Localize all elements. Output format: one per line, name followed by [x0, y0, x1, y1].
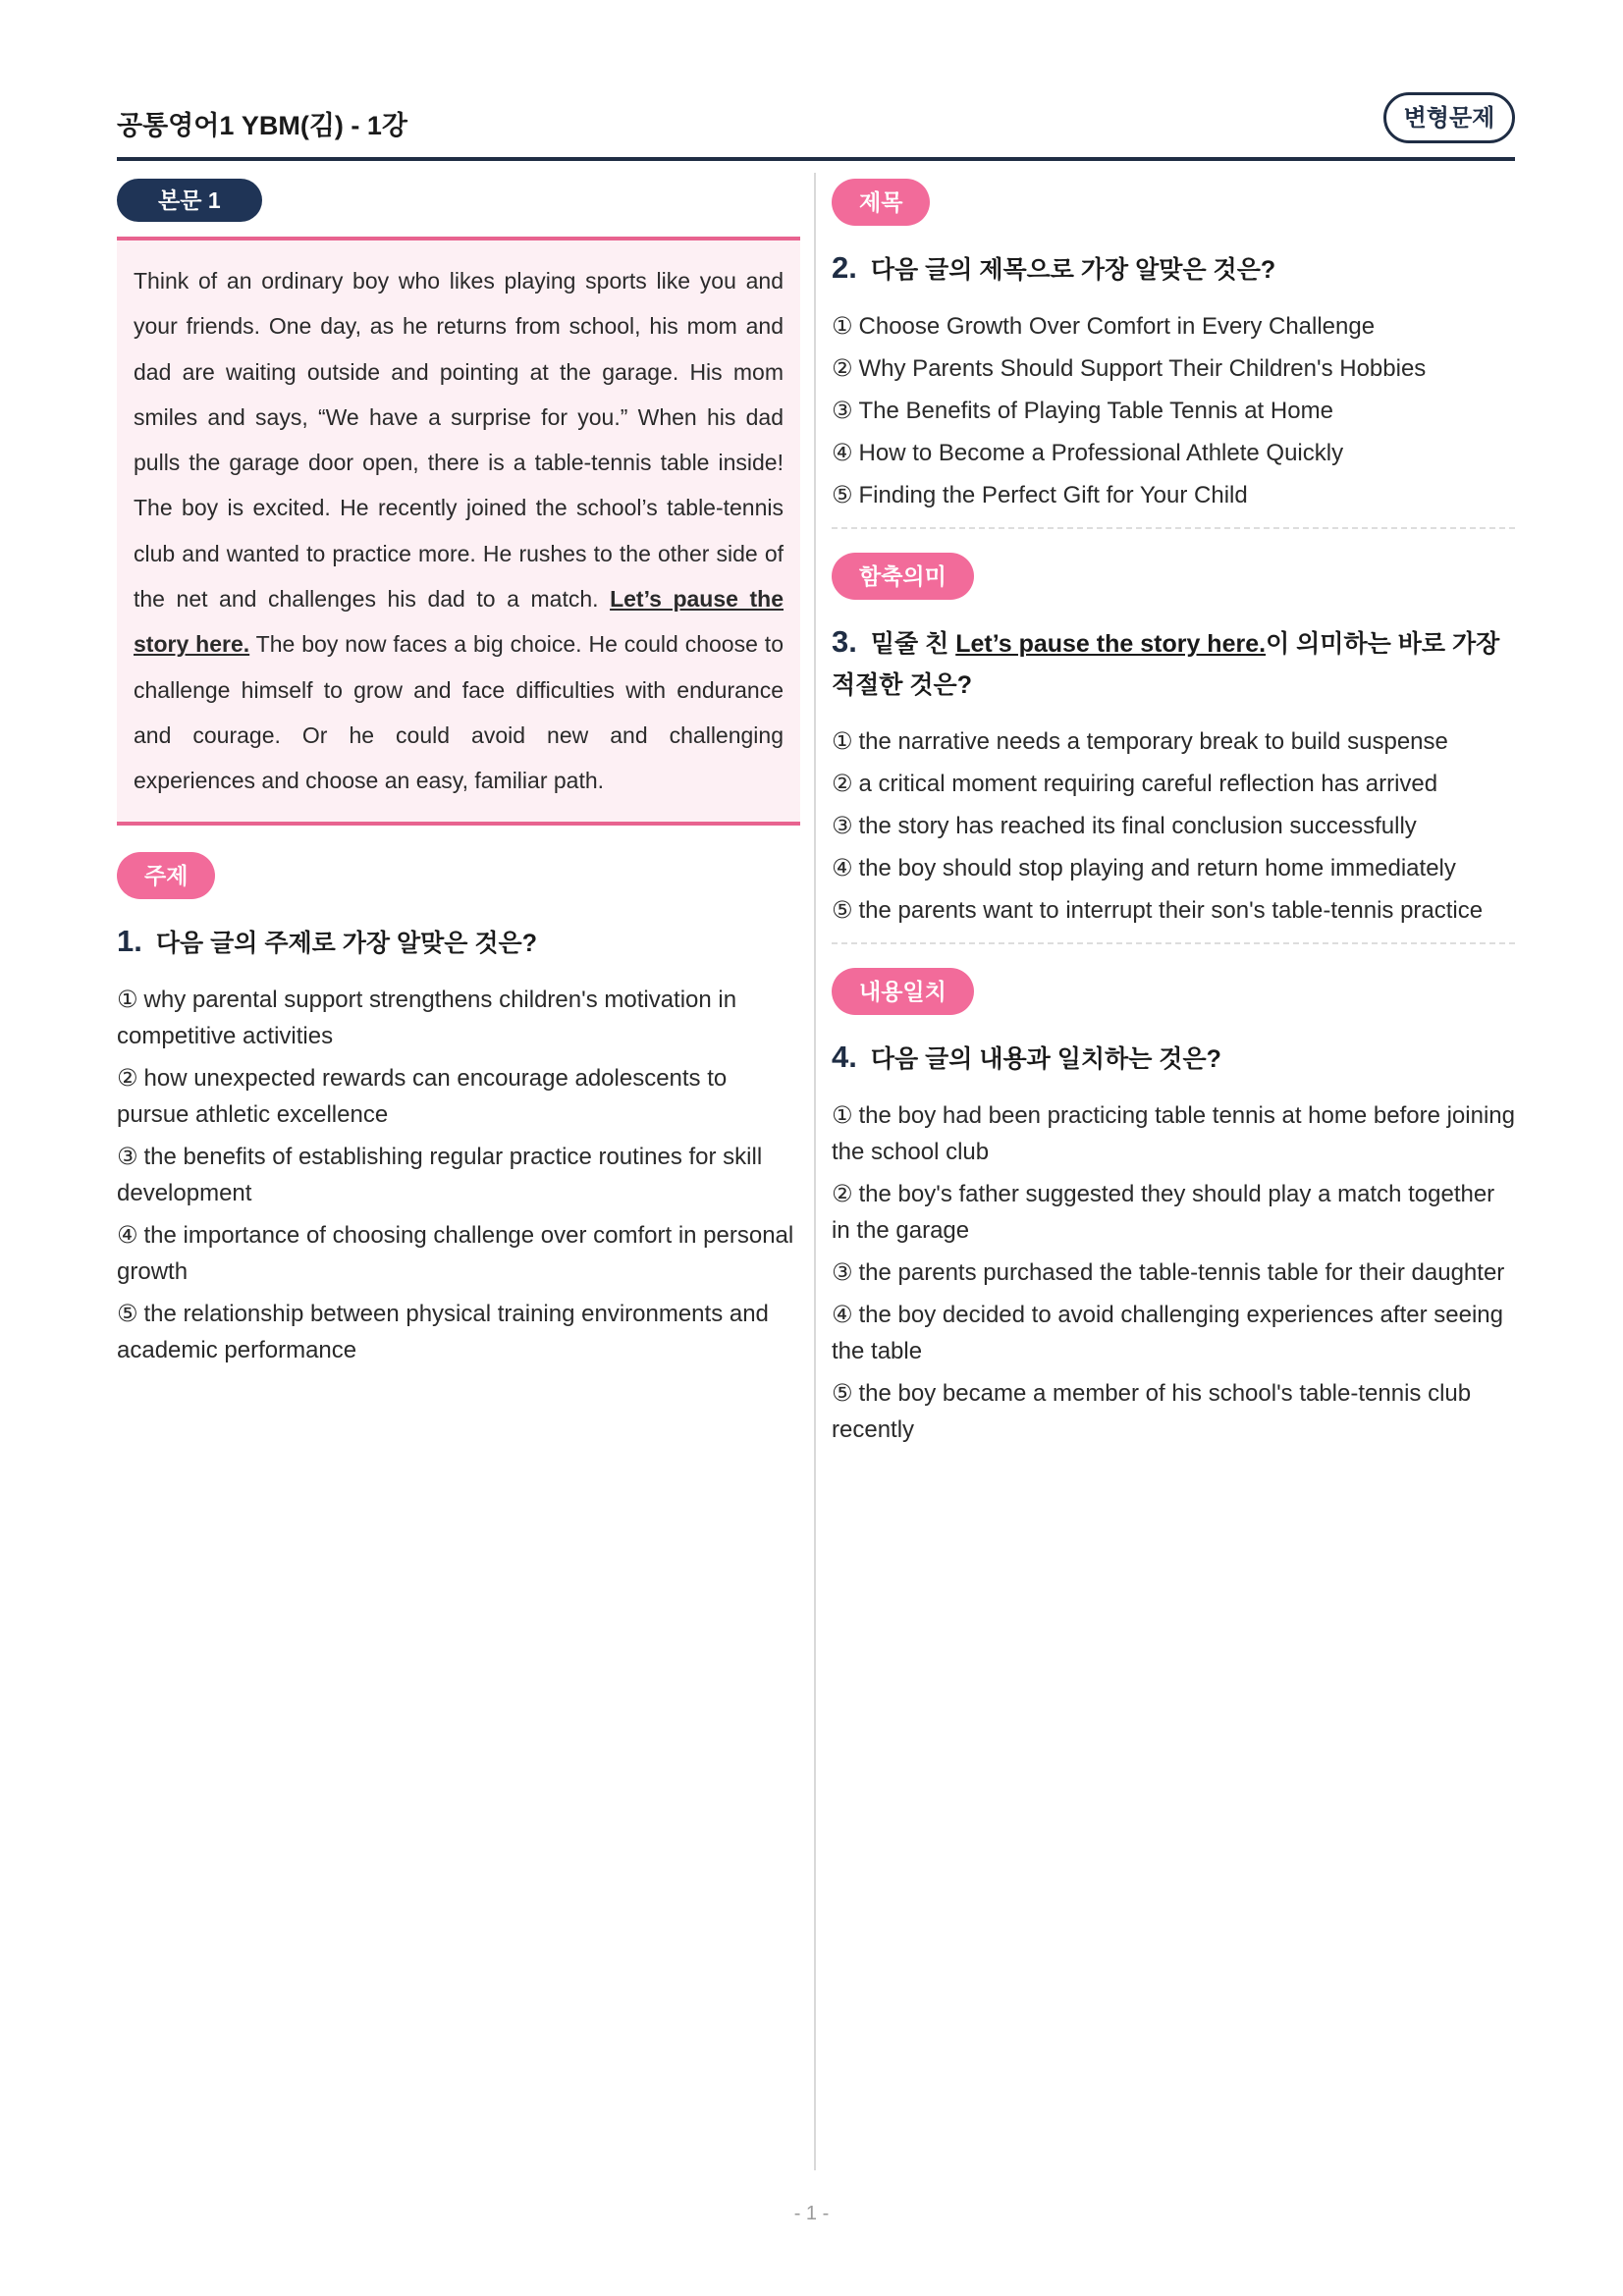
option-mark: ⑤: [832, 482, 853, 508]
option-mark: ④: [832, 1302, 853, 1328]
option-text: the narrative needs a temporary break to build suspense: [858, 728, 1448, 755]
column-divider: [814, 173, 816, 2170]
option-text: the importance of choosing challenge over comfort in personal growth: [117, 1221, 794, 1285]
passage-text-before: Think of an ordinary boy who likes playing sports like you and your friends. One day, as he returns from school, his mom and dad are waiting outside and pointing at the garage. His mom smiles and says, “We have a surprise for you.” When his dad pulls the garage door open, there is a table-tennis table inside! The boy is excited. He recently joined the school’s table-tennis club and wanted to practice more. He rushes to the other side of the net and challenges his dad to a match.: [134, 268, 784, 613]
option-mark: ③: [117, 1143, 138, 1170]
option-text: the boy became a member of his school's table-tennis club recently: [832, 1380, 1472, 1443]
option-mark: ①: [832, 728, 853, 755]
question-2-options: [832, 308, 1515, 513]
question-3-tag: 함축의미: [832, 553, 974, 600]
question-2-heading: [832, 247, 1515, 291]
section-divider: [832, 527, 1515, 529]
option-item[interactable]: [832, 723, 1515, 760]
option-item[interactable]: [832, 850, 1515, 886]
question-4-heading: [832, 1037, 1515, 1080]
question-4-tag: 내용일치: [832, 968, 974, 1015]
document-title: 공통영어1 YBM(김) - 1강: [117, 111, 408, 140]
question-1-text: 다음 글의 주제로 가장 알맞은 것은?: [155, 929, 537, 957]
option-text: a critical moment requiring careful reflection has arrived: [858, 771, 1438, 797]
option-item[interactable]: [117, 1060, 800, 1133]
option-item[interactable]: [117, 1139, 800, 1211]
option-item[interactable]: [117, 1296, 800, 1368]
page-number: - 1 -: [793, 2203, 830, 2224]
passage-box: [117, 237, 800, 826]
option-mark: ⑤: [832, 897, 853, 924]
option-text: why parental support strengthens children's motivation in competitive activities: [117, 986, 737, 1049]
option-item[interactable]: [832, 1375, 1515, 1448]
option-text: the benefits of establishing regular practice routines for skill development: [117, 1143, 763, 1206]
option-mark: ②: [832, 1181, 853, 1207]
passage-label: 본문 1: [117, 179, 262, 222]
section-divider: [832, 942, 1515, 944]
option-text: the boy should stop playing and return home immediately: [858, 855, 1456, 881]
option-item[interactable]: [117, 982, 800, 1054]
option-mark: ②: [117, 1064, 138, 1092]
option-text: Choose Growth Over Comfort in Every Challenge: [858, 313, 1376, 340]
option-mark: ②: [832, 771, 853, 797]
option-mark: ③: [832, 1259, 853, 1286]
option-mark: ④: [832, 855, 853, 881]
option-mark: ⑤: [117, 1300, 138, 1327]
right-column: [832, 179, 1515, 1454]
question-3-underlined-phrase: Let’s pause the story here.: [955, 630, 1267, 658]
left-column: [117, 179, 800, 1374]
option-item[interactable]: [117, 1217, 800, 1290]
question-1-heading: [117, 921, 800, 964]
question-1-options: [117, 982, 800, 1368]
question-1-tag: 주제: [117, 852, 215, 899]
option-item[interactable]: [832, 1297, 1515, 1369]
question-2-tag: 제목: [832, 179, 930, 226]
option-mark: ①: [117, 986, 138, 1013]
option-mark: ⑤: [832, 1380, 853, 1407]
option-text: the boy had been practicing table tennis at home before joining the school club: [832, 1102, 1515, 1165]
question-3-section: [832, 553, 1515, 929]
option-item[interactable]: [832, 766, 1515, 802]
option-text: the relationship between physical training environments and academic performance: [117, 1300, 769, 1363]
question-3-text-suffix: 이 의미하는 바로 가장 적절한 것은?: [832, 630, 1500, 699]
option-item[interactable]: [832, 1097, 1515, 1170]
option-mark: ④: [832, 440, 853, 466]
option-text: How to Become a Professional Athlete Quickly: [858, 440, 1344, 466]
option-text: the boy's father suggested they should play a match together in the garage: [832, 1181, 1495, 1244]
option-text: the story has reached its final conclusion successfully: [858, 813, 1417, 839]
question-2-section: [832, 179, 1515, 513]
question-1-section: [117, 852, 800, 1368]
option-item[interactable]: [832, 308, 1515, 345]
option-mark: ③: [832, 813, 853, 839]
option-item[interactable]: [832, 1176, 1515, 1249]
question-2-text: 다음 글의 제목으로 가장 알맞은 것은?: [870, 256, 1276, 284]
option-text: the parents want to interrupt their son's table-tennis practice: [858, 897, 1484, 924]
option-mark: ①: [832, 1102, 853, 1129]
option-text: Finding the Perfect Gift for Your Child: [858, 482, 1248, 508]
option-mark: ④: [117, 1221, 138, 1249]
option-item[interactable]: [832, 393, 1515, 429]
question-1-number: 1.: [117, 923, 142, 958]
passage-underlined-phrase: Let’s pause the story here.: [134, 586, 784, 658]
question-3-number: 3.: [832, 624, 857, 659]
option-text: the parents purchased the table-tennis table for their daughter: [858, 1259, 1505, 1286]
option-item[interactable]: [832, 1255, 1515, 1291]
question-3-heading: [832, 621, 1515, 706]
option-text: how unexpected rewards can encourage adolescents to pursue athletic excellence: [117, 1064, 728, 1128]
option-mark: ③: [832, 398, 853, 424]
option-item[interactable]: [832, 477, 1515, 513]
question-4-section: [832, 968, 1515, 1448]
option-text: The Benefits of Playing Table Tennis at Home: [858, 398, 1333, 424]
option-text: Why Parents Should Support Their Children's Hobbies: [858, 355, 1427, 382]
question-4-text: 다음 글의 내용과 일치하는 것은?: [870, 1045, 1221, 1073]
question-4-number: 4.: [832, 1040, 857, 1074]
option-item[interactable]: [832, 808, 1515, 844]
option-item[interactable]: [832, 435, 1515, 471]
option-mark: ①: [832, 313, 853, 340]
passage-text-after: The boy now faces a big choice. He could choose to challenge himself to grow and face difficulties with endurance and courage. Or he could avoid new and challenging experiences and choose an easy, familiar path.: [134, 631, 784, 794]
question-3-options: [832, 723, 1515, 929]
page-header: [117, 90, 1515, 161]
question-4-options: [832, 1097, 1515, 1448]
question-type-badge: 변형문제: [1383, 92, 1515, 143]
question-2-number: 2.: [832, 250, 857, 285]
option-text: the boy decided to avoid challenging experiences after seeing the table: [832, 1302, 1503, 1364]
option-item[interactable]: [832, 350, 1515, 387]
option-item[interactable]: [832, 892, 1515, 929]
option-mark: ②: [832, 355, 853, 382]
question-3-text-prefix: 밑줄 친: [870, 630, 956, 658]
